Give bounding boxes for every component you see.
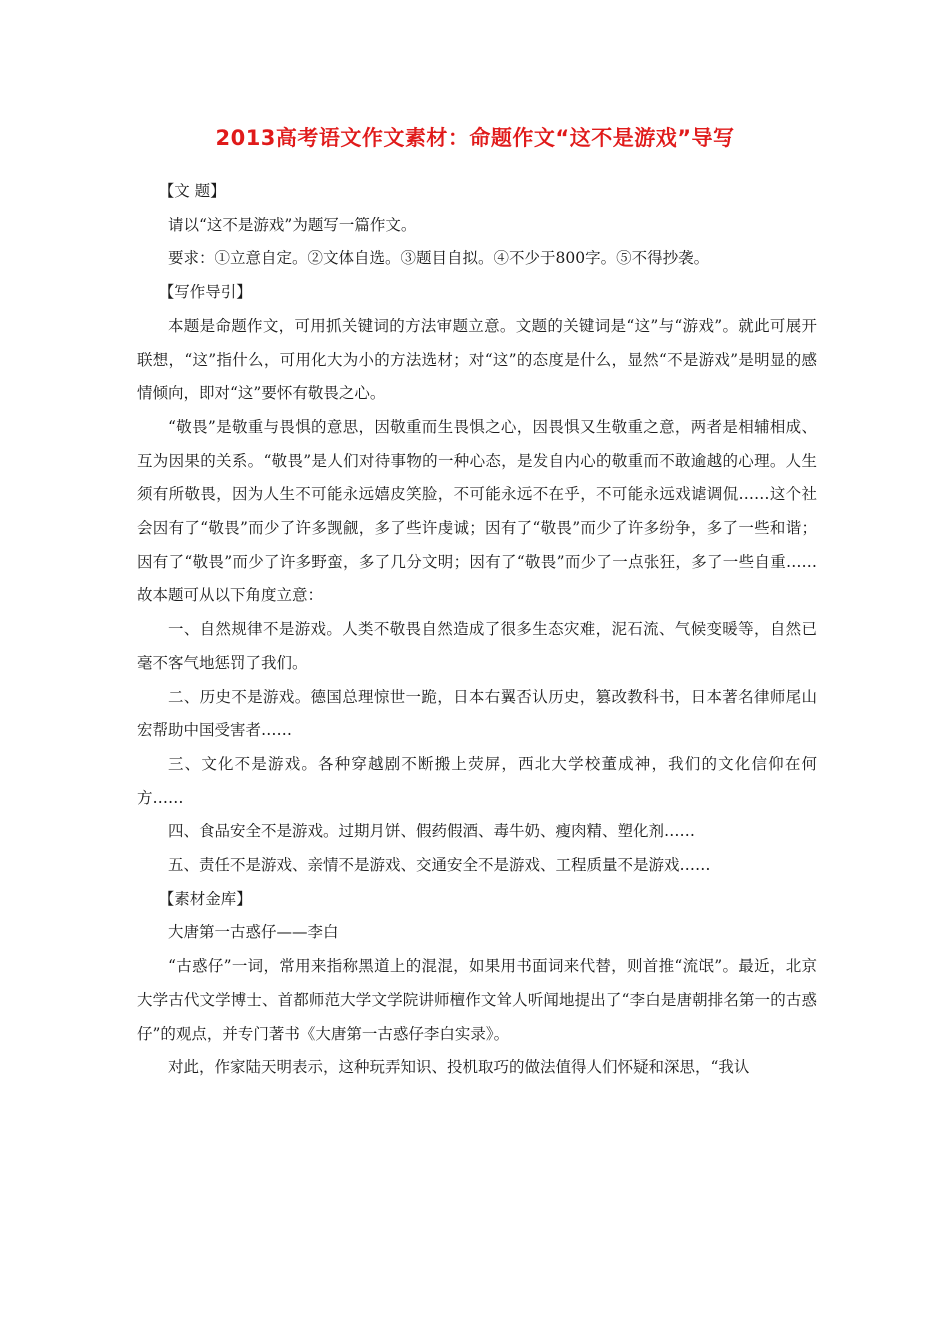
paragraph: “古惑仔”一词，常用来指称黑道上的混混，如果用书面词来代替，则首推“流氓”。最近，北京大学古代文学博士、首都师范大学文学院讲师檀作文耸人听闻地提出了“李白是唐朝排名第一的古惑仔”的观点，并专门著书《大唐第一古惑仔李白实录》。 [137, 957, 817, 1043]
section-heading-materials: 【素材金库】 [158, 889, 252, 908]
section-heading-guide: 【写作导引】 [158, 283, 252, 302]
paragraph: 三、文化不是游戏。各种穿越剧不断搬上荧屏，西北大学校董成神，我们的文化信仰在何方…… [137, 754, 817, 807]
document-title: 2013高考语文作文素材：命题作文“这不是游戏”导写 [215, 126, 735, 150]
section-heading-topic: 【文 题】 [158, 182, 226, 200]
paragraph: 对此，作家陆天明表示，这种玩弄知识、投机取巧的做法值得人们怀疑和深思，“我认 [168, 1058, 750, 1077]
document-body [137, 175, 817, 1085]
paragraph: 四、食品安全不是游戏。过期月饼、假药假酒、毒牛奶、瘦肉精、塑化剂…… [168, 822, 696, 841]
material-subtitle: 大唐第一古惑仔——李白 [168, 923, 339, 942]
paragraph: “敬畏”是敬重与畏惧的意思，因敬重而生畏惧之心，因畏惧又生敬重之意，两者是相辅相成、互为因果的关系。“敬畏”是人们对待事物的一种心态，是发自内心的敬重而不敢逾越的心理。人生须有所敬畏，因为人生不可能永远嬉皮笑脸，不可能永远不在乎，不可能永远戏谑调侃……这个社会因有了“敬畏”而少了许多觊觎，多了些许虔诚；因有了“敬畏”而少了许多纷争，多了一些和谐；因有了“敬畏”而少了许多野蛮，多了几分文明；因有了“敬畏”而少了一点张狂，多了一些自重……故本题可从以下角度立意： [137, 417, 817, 605]
paragraph: 五、责任不是游戏、亲情不是游戏、交通安全不是游戏、工程质量不是游戏…… [168, 856, 711, 875]
paragraph: 一、自然规律不是游戏。人类不敬畏自然造成了很多生态灾难，泥石流、气候变暖等，自然已毫不客气地惩罚了我们。 [137, 620, 817, 672]
paragraph: 本题是命题作文，可用抓关键词的方法审题立意。文题的关键词是“这”与“游戏”。就此可展开联想，“这”指什么，可用化大为小的方法选材；对“这”的态度是什么，显然“不是游戏”是明显的感情倾向，即对“这”要怀有敬畏之心。 [137, 316, 817, 403]
paragraph: 请以“这不是游戏”为题写一篇作文。 [168, 215, 417, 234]
paragraph: 二、历史不是游戏。德国总理惊世一跪，日本右翼否认历史，篡改教科书，日本著名律师尾山宏帮助中国受害者…… [137, 687, 817, 740]
paragraph: 要求：①立意自定。②文体自选。③题目自拟。④不少于800字。⑤不得抄袭。 [168, 249, 710, 268]
